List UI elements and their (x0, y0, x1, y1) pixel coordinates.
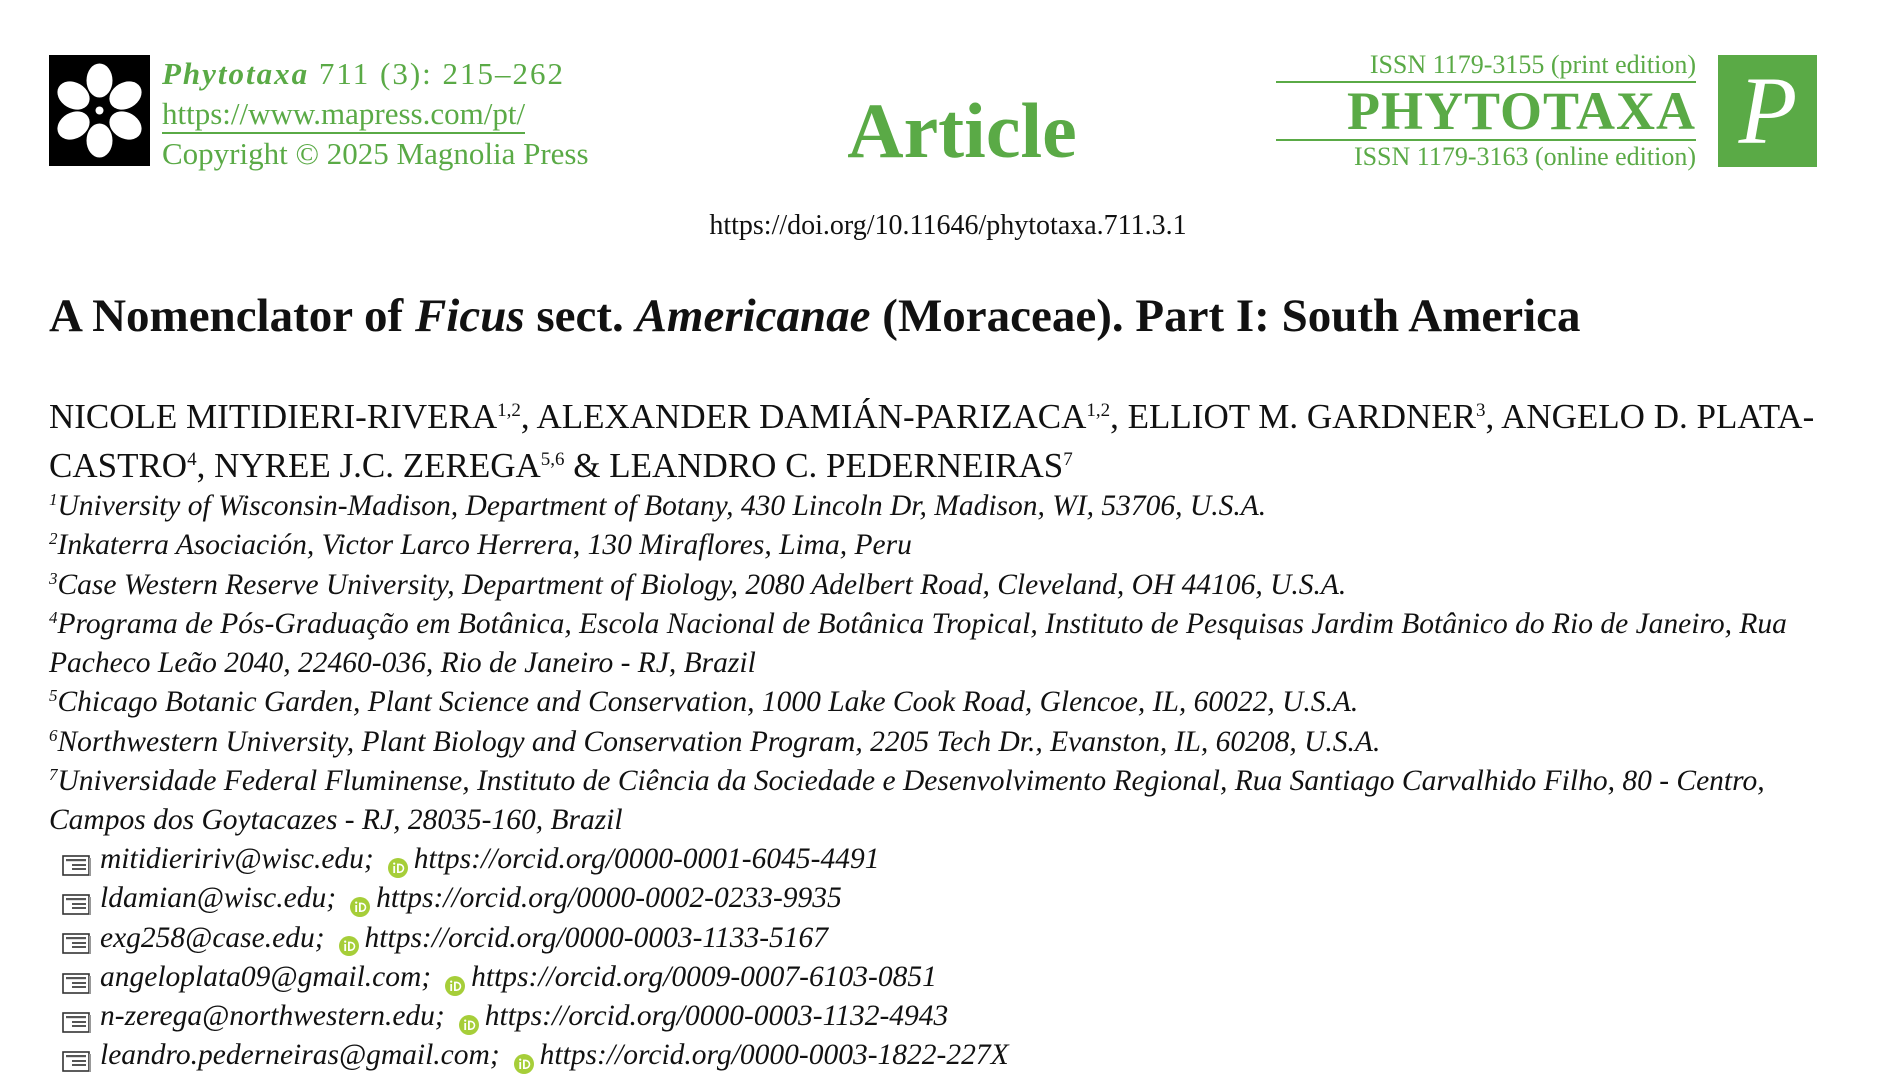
journal-url-link[interactable]: https://www.mapress.com/pt/ (162, 96, 525, 134)
author-affiliation-mark: 5,6 (540, 449, 565, 470)
envelope-icon[interactable] (62, 1045, 92, 1067)
contact-row (62, 958, 1762, 997)
affiliation-list (49, 487, 1849, 841)
affiliation-number: 6 (49, 725, 58, 745)
orcid-icon (514, 1046, 534, 1066)
author-list (49, 392, 1849, 490)
contact-list (62, 840, 1762, 1076)
email-link[interactable]: angeloplata09@gmail.com; (100, 960, 432, 993)
envelope-icon[interactable] (62, 967, 92, 989)
affiliation-number: 5 (49, 686, 58, 706)
email-link[interactable]: mitidieririv@wisc.edu; (100, 843, 374, 875)
author-name: ANGELO D. PLATA-CASTRO (49, 397, 1815, 485)
article-title (49, 288, 1849, 344)
affiliation-item (49, 605, 1849, 684)
contact-row (62, 879, 1762, 918)
email-link[interactable]: ldamian@wisc.edu; (100, 882, 337, 915)
journal-name: Phytotaxa (162, 56, 310, 91)
affiliation-number: 1 (49, 490, 58, 509)
orcid-icon (350, 889, 370, 909)
email-link[interactable]: n-zerega@northwestern.edu; (100, 1000, 445, 1033)
title-genus: Ficus (414, 290, 525, 342)
affiliation-item (49, 526, 1849, 565)
author-separator: , (196, 446, 215, 485)
author-affiliation-mark: 1,2 (1086, 400, 1111, 421)
affiliation-item (49, 487, 1849, 526)
envelope-icon[interactable] (62, 1006, 92, 1028)
author-separator: , (1110, 397, 1128, 436)
author-separator: , (520, 397, 537, 436)
envelope-icon[interactable] (62, 888, 92, 910)
title-part: (Moraceae). Part I: South America (870, 290, 1581, 342)
orcid-icon (459, 1007, 479, 1027)
logo-letter: P (1738, 57, 1798, 164)
affiliation-text: Northwestern University, Plant Biology and Conservation Program, 2205 Tech Dr., Evanston, IL, 60208, U.S.A. (57, 725, 1381, 758)
orcid-icon (445, 968, 465, 988)
journal-issue: 711 (3): 215–262 (318, 56, 566, 91)
copyright: Copyright © 2025 Magnolia Press (162, 136, 589, 171)
orcid-link[interactable]: https://orcid.org/0000-0003-1132-4943 (484, 1000, 949, 1033)
author-separator: & (564, 446, 610, 485)
author-name: ALEXANDER DAMIÁN-PARIZACA (536, 397, 1087, 436)
phytotaxa-p-logo-icon (1718, 55, 1817, 167)
title-part: A Nomenclator of (49, 290, 415, 342)
author-affiliation-mark: 1,2 (497, 400, 521, 421)
author-separator: , (1485, 397, 1502, 436)
email-link[interactable]: exg258@case.edu; (100, 921, 325, 954)
affiliation-text: Programa de Pós-Graduação em Botânica, Escola Nacional de Botânica Tropical, Instituto de Pesquisas Jardim Botânico do Rio de Janeiro, Rua Pacheco Leão 2040, 22460-036, Rio de Janeiro - RJ, Brazil (49, 607, 1787, 680)
author-name: NICOLE MITIDIERI-RIVERA (49, 397, 498, 436)
contact-row (62, 997, 1762, 1036)
affiliation-number: 2 (49, 529, 58, 549)
affiliation-text: Chicago Botanic Garden, Plant Science and Conservation, 1000 Lake Cook Road, Glencoe, IL, 60022, U.S.A. (57, 686, 1359, 719)
affiliation-item (49, 566, 1849, 605)
author-affiliation-mark: 4 (187, 449, 197, 470)
orcid-link[interactable]: https://orcid.org/0009-0007-6103-0851 (471, 960, 937, 993)
orcid-link[interactable]: https://orcid.org/0000-0002-0233-9935 (376, 882, 842, 915)
envelope-icon[interactable] (62, 849, 92, 871)
orcid-icon (339, 928, 359, 948)
affiliation-text: Universidade Federal Fluminense, Instituto de Ciência da Sociedade e Desenvolvimento Regional, Rua Santiago Carvalhido Filho, 80 - Centro, Campos dos Goytacazes - RJ, 28035-160, Brazil (49, 765, 1765, 837)
article-label-text: Article (847, 87, 1077, 174)
affiliation-text: Case Western Reserve University, Department of Biology, 2080 Adelbert Road, Cleveland, OH 44106, U.S.A. (57, 568, 1347, 601)
author-name: LEANDRO C. PEDERNEIRAS (609, 446, 1064, 485)
affiliation-number: 3 (49, 568, 58, 588)
affiliation-item (49, 683, 1849, 722)
author-affiliation-mark: 7 (1063, 449, 1073, 470)
affiliation-text: Inkaterra Asociación, Victor Larco Herrera, 130 Miraflores, Lima, Peru (57, 529, 912, 562)
doi-link[interactable] (0, 209, 1888, 243)
affiliation-number: 7 (49, 765, 58, 785)
title-part: sect. (524, 290, 636, 342)
email-link[interactable]: leandro.pederneiras@gmail.com; (100, 1039, 500, 1072)
author-name: NYREE J.C. ZEREGA (214, 446, 541, 485)
affiliation-item (49, 723, 1849, 762)
doi-text: https://doi.org/10.11646/phytotaxa.711.3.1 (709, 210, 1187, 241)
title-section: Americanae (635, 290, 871, 342)
orcid-link[interactable]: https://orcid.org/0000-0001-6045-4491 (413, 843, 880, 875)
author-name: ELLIOT M. GARDNER (1127, 397, 1477, 436)
issn-online: ISSN 1179-3163 (online edition) (1353, 142, 1696, 171)
affiliation-text: University of Wisconsin-Madison, Department of Botany, 430 Lincoln Dr, Madison, WI, 53706, U.S.A. (57, 490, 1267, 522)
envelope-icon[interactable] (62, 927, 92, 949)
orcid-link[interactable]: https://orcid.org/0000-0003-1133-5167 (364, 921, 829, 954)
issn-print: ISSN 1179-3155 (print edition) (1276, 50, 1696, 83)
affiliation-item (49, 762, 1849, 841)
contact-row (62, 919, 1762, 958)
affiliation-number: 4 (49, 607, 58, 627)
issn-block (1276, 50, 1696, 173)
orcid-icon (388, 850, 408, 870)
orcid-link[interactable]: https://orcid.org/0000-0003-1822-227X (539, 1039, 1009, 1072)
author-affiliation-mark: 3 (1476, 400, 1486, 421)
journal-masthead: PHYTOTAXA (1276, 83, 1696, 141)
contact-row (62, 840, 1762, 879)
contact-row (62, 1036, 1762, 1075)
